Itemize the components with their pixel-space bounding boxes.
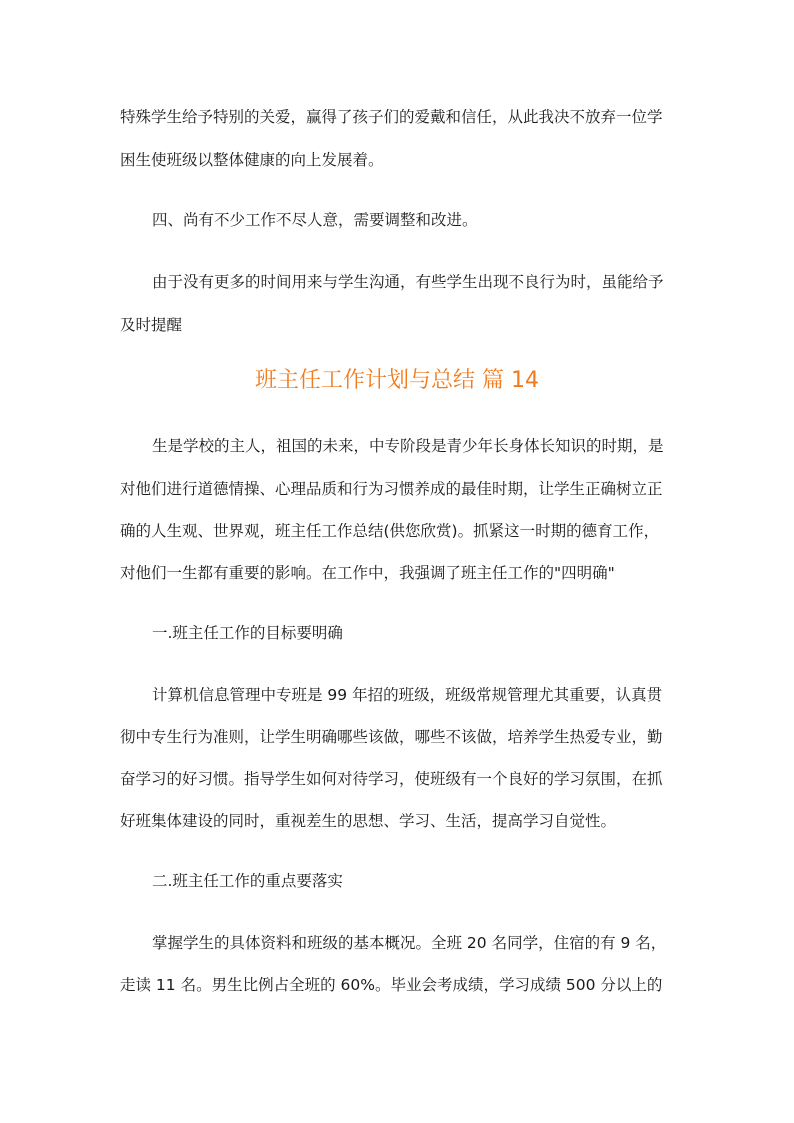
para3-line-2: 走读 11 名。男生比例占全班的 60%。毕业会考成绩，学习成绩 500 分以上的 <box>120 976 663 994</box>
intro-line-1: 特殊学生给予特别的关爱，赢得了孩子们的爱戴和信任，从此我决不放弃一位学 <box>120 108 663 126</box>
heading-goal: 一.班主任工作的目标要明确 <box>152 624 343 642</box>
para2-line-1: 计算机信息管理中专班是 99 年招的班级，班级常规管理尤其重要，认真贯 <box>152 686 663 704</box>
section-four-heading: 四、尚有不少工作不尽人意，需要调整和改进。 <box>152 211 478 229</box>
para1-line-3: 确的人生观、世界观，班主任工作总结(供您欣赏)。抓紧这一时期的德育工作， <box>120 522 660 540</box>
section-title: 班主任工作计划与总结 篇 14 <box>255 368 539 393</box>
reason-line-2: 及时提醒 <box>120 316 183 334</box>
para1-line-2: 对他们进行道德情操、心理品质和行为习惯养成的最佳时期，让学生正确树立正 <box>120 480 663 498</box>
para2-line-4: 好班集体建设的同时，重视差生的思想、学习、生活，提高学习自觉性。 <box>120 812 617 830</box>
intro-line-2: 困生使班级以整体健康的向上发展着。 <box>120 151 384 169</box>
heading-focus: 二.班主任工作的重点要落实 <box>152 872 343 890</box>
para1-line-4: 对他们一生都有重要的影响。在工作中，我强调了班主任工作的"四明确" <box>120 564 615 582</box>
reason-line-1: 由于没有更多的时间用来与学生沟通，有些学生出现不良行为时，虽能给予 <box>152 273 664 291</box>
para3-line-1: 掌握学生的具体资料和班级的基本概况。全班 20 名同学，住宿的有 9 名， <box>152 934 667 952</box>
para2-line-2: 彻中专生行为准则，让学生明确哪些该做，哪些不该做，培养学生热爱专业，勤 <box>120 728 663 746</box>
para1-line-1: 生是学校的主人，祖国的未来，中专阶段是青少年长身体长知识的时期，是 <box>152 437 664 455</box>
para2-line-3: 奋学习的好习惯。指导学生如何对待学习，使班级有一个良好的学习氛围，在抓 <box>120 770 663 788</box>
